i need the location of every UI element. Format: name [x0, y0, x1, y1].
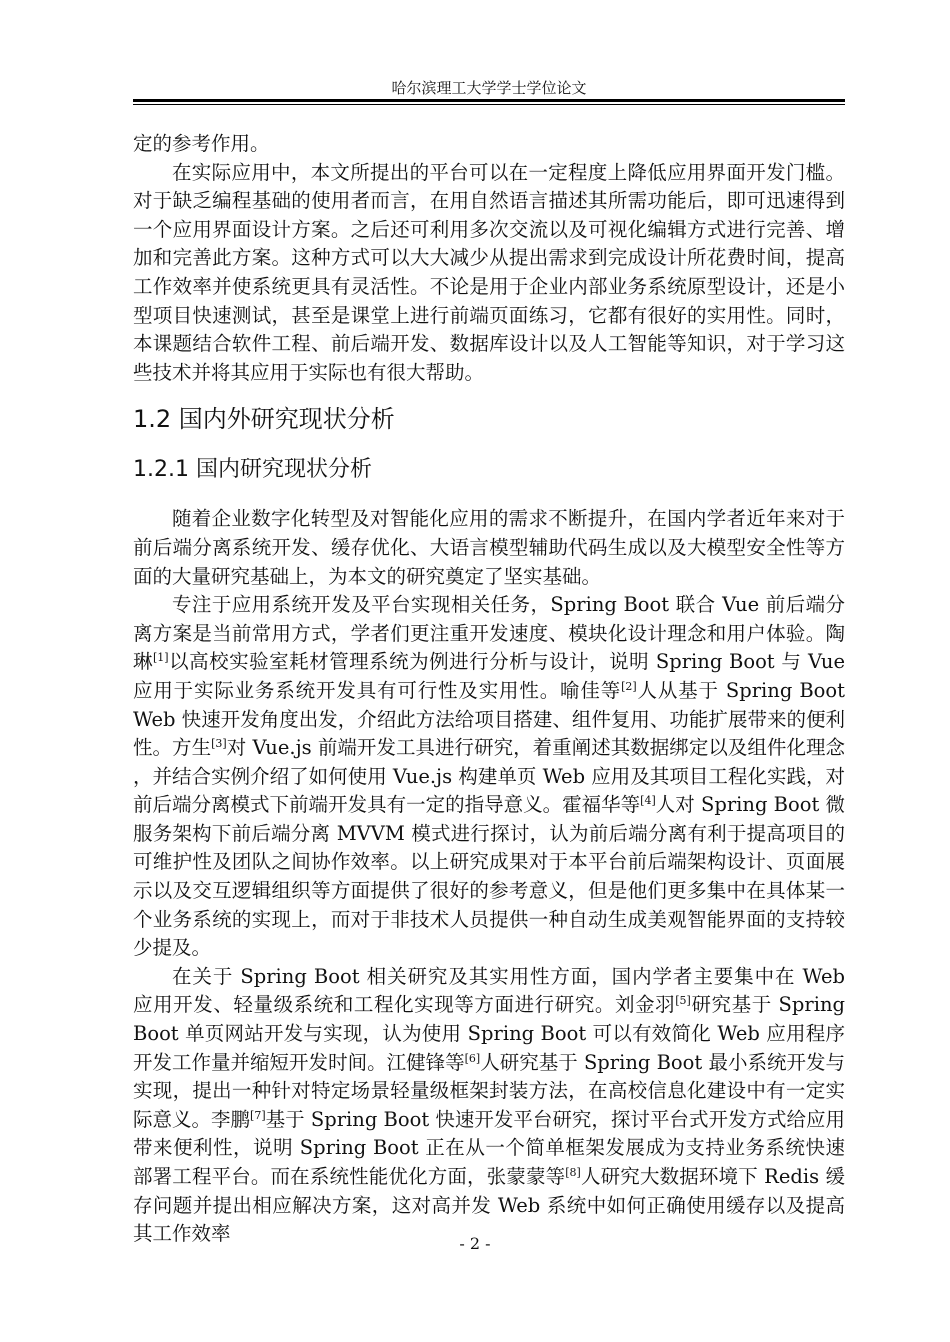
- citation-ref-3: [3]: [211, 737, 227, 751]
- citation-ref-2: [2]: [621, 679, 637, 693]
- citation-ref-4: [4]: [640, 794, 656, 808]
- text-run: 以高校实验室耗材管理系统为例进行分析与设计，说明 Spring Boot 与 Vue 应用于实际业务系统开发具有可行性及实用性。喻佳等: [133, 650, 845, 702]
- paragraph-springboot-research: [133, 963, 845, 1249]
- document-body: [133, 130, 845, 1249]
- text-run: 基于 Spring Boot 快速开发平台研究，探讨平台式开发方式给应用带来便利性，说明 Spring Boot 正在从一个简单框架发展成为支持业务系统快速部署工程平台。而在系统性能优化方面，张蒙蒙等: [133, 1107, 845, 1188]
- text-run: 对 Vue.js 前端开发工具进行研究，着重阐述其数据绑定以及组件化理念，并结合实例介绍了如何使用 Vue.js 构建单页 Web 应用及其项目工程化实践，对前后端分离模式下前端开发具有一定的指导意义。霍福华等: [133, 736, 845, 817]
- text-run: 人从基于 Spring Boot Web 快速开发角度出发，介绍此方法给项目搭建、组件复用、功能扩展带来的便利性。方生: [133, 678, 845, 760]
- paragraph-continued: 定的参考作用。: [133, 132, 270, 155]
- text-run: 人研究基于 Spring Boot 最小系统开发与实现，提出一种针对特定场景轻量级框架封装方法，在高校信息化建设中有一定实际意义。李鹏: [133, 1050, 845, 1131]
- text-run: 在关于 Spring Boot 相关研究及其实用性方面，国内学者主要集中在 Web 应用开发、轻量级系统和工程化实现等方面进行研究。刘金羽: [133, 964, 845, 1017]
- text-run: 研究基于 Spring Boot 单页网站开发与实现，认为使用 Spring Boot 可以有效简化 Web 应用程序开发工作量并缩短开发时间。江健锋等: [133, 993, 845, 1074]
- citation-ref-5: [5]: [675, 994, 691, 1008]
- citation-ref-1: [1]: [153, 651, 169, 665]
- section-heading-1-2: 1.2 国内外研究现状分析: [133, 405, 395, 434]
- citation-ref-7: [7]: [250, 1108, 266, 1122]
- citation-ref-6: [6]: [464, 1051, 481, 1065]
- paragraph-springboot-vue: [133, 591, 845, 963]
- paragraph-domestic-intro: 随着企业数字化转型及对智能化应用的需求不断提升，在国内学者近年来对于前后端分离系统开发、缓存优化、大语言模型辅助代码生成以及大模型安全性等方面的大量研究基础上，为本文的研究奠定了坚实基础。: [133, 507, 845, 588]
- running-header: 哈尔滨理工大学学士学位论文: [391, 79, 587, 97]
- text-run: 专注于应用系统开发及平台实现相关任务，Spring Boot 联合 Vue 前后端分离方案是当前常用方式，学者们更注重开发速度、模块化设计理念和用户体验。陶琳: [133, 593, 845, 674]
- page-number: - 2 -: [459, 1234, 491, 1253]
- paragraph-application: 在实际应用中，本文所提出的平台可以在一定程度上降低应用界面开发门槛。对于缺乏编程基础的使用者而言，在用自然语言描述其所需功能后，即可迅速得到一个应用界面设计方案。之后还可利用多次交流以及可视化编辑方式进行完善、增加和完善此方案。这种方式可以大大减少从提出需求到完成设计所花费时间，提高工作效率并使系统更具有灵活性。不论是用于企业内部业务系统原型设计，还是小型项目快速测试，甚至是课堂上进行前端页面练习，它都有很好的实用性。同时，本课题结合软件工程、前后端开发、数据库设计以及人工智能等知识，对于学习这些技术并将其应用于实际也有很大帮助。: [133, 160, 845, 384]
- citation-ref-8: [8]: [565, 1166, 581, 1179]
- header-rule-thick: [133, 99, 845, 102]
- subsection-heading-1-2-1: 1.2.1 国内研究现状分析: [133, 457, 372, 483]
- text-run: 人研究大数据环境下 Redis 缓存问题并提出相应解决方案，这对高并发 Web 系统中如何正确使用缓存以及提高其工作效率: [133, 1165, 845, 1246]
- text-run: 人对 Spring Boot 微服务架构下前后端分离 MVVM 模式进行探讨，认为前后端分离有利于提高项目的可维护性及团队之间协作效率。以上研究成果对于本平台前后端架构设计、页面展示以及交互逻辑组织等方面提供了很好的参考意义，但是他们更多集中在具体某一个业务系统的实现上，而对于非技术人员提供一种自动生成美观智能界面的支持较少提及。: [133, 793, 845, 960]
- header-rule-thin: [133, 104, 845, 105]
